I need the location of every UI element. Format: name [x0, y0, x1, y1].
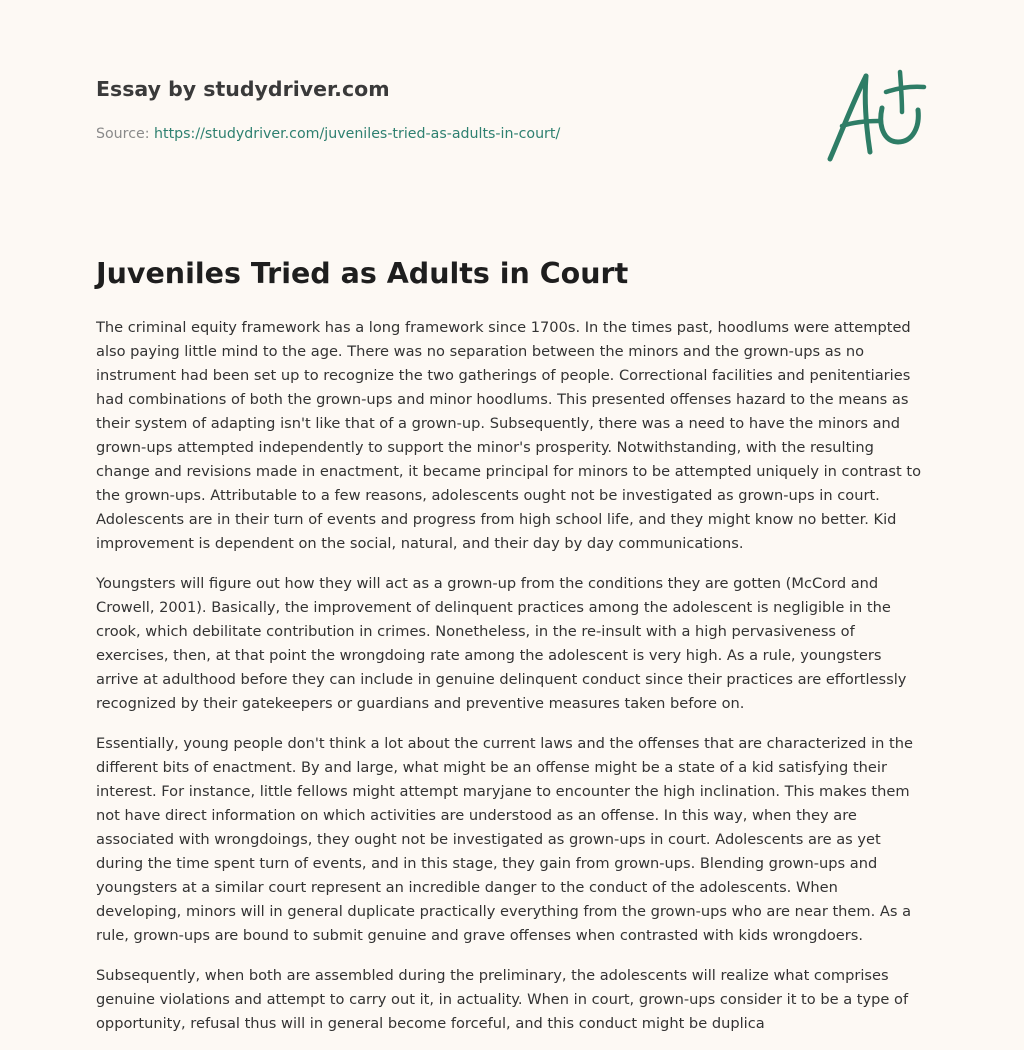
essay-title: Juveniles Tried as Adults in Court: [96, 257, 629, 290]
essay-paragraph: The criminal equity framework has a long framework since 1700s. In the times past, hoodlums were attempted also paying little mind to the age. There was no separation between the minors and the grown-ups as no instrument had been set up to recognize the two gatherings of people. Correctional facilities and penitentiaries had combinations of both the grown-ups and minor hoodlums. This presented offenses hazard to the means as their system of adapting isn't like that of a grown-up. Subsequently, there was a need to have the minors and grown-ups attempted independently to support the minor's prosperity. Notwithstanding, with the resulting change and revisions made in enactment, it became principal for minors to be attempted uniquely in contrast to the grown-ups. Attributable to a few reasons, adolescents ought not be investigated as grown-ups in court. Adolescents are in their turn of events and progress from high school life, and they might know no better. Kid improvement is dependent on the social, natural, and their day by day communications.: [96, 319, 922, 552]
essay-body: [96, 316, 926, 1050]
source-line: [96, 124, 796, 144]
header: [96, 74, 796, 144]
brand-title: Essay by studydriver.com: [96, 77, 390, 101]
essay-paragraph: Essentially, young people don't think a lot about the current laws and the offenses that are characterized in the different bits of enactment. By and large, what might be an offense might be a state of a kid satisfying their interest. For instance, little fellows might attempt maryjane to encounter the high inclination. This makes them not have direct information on which activities are understood as an offense. In this way, when they are associated with wrongdoings, they ought not be investigated as grown-ups in court. Adolescents are as yet during the time spent turn of events, and in this stage, they gain from grown-ups. Blending grown-ups and youngsters at a similar court represent an incredible danger to the conduct of the adolescents. When developing, minors will in general duplicate practically everything from the grown-ups who are near them. As a rule, grown-ups are bound to submit genuine and grave offenses when contrasted with kids wrongdoers.: [96, 735, 913, 944]
source-link[interactable]: https://studydriver.com/juveniles-tried-as-adults-in-court/: [154, 126, 561, 142]
a-plus-logo-icon: [822, 66, 930, 166]
essay-paragraph: Subsequently, when both are assembled during the preliminary, the adolescents will realize what comprises genuine violations and attempt to carry out it, in actuality. When in court, grown-ups consider it to be a type of opportunity, refusal thus will in general become forceful, and this conduct might be duplica: [96, 967, 909, 1032]
essay-paragraph: Youngsters will figure out how they will act as a grown-up from the conditions they are gotten (McCord and Crowell, 2001). Basically, the improvement of delinquent practices among the adolescent is negligible in the crook, which debilitate contribution in crimes. Nonetheless, in the re-insult with a high pervasiveness of exercises, then, at that point the wrongdoing rate among the adolescent is very high. As a rule, youngsters arrive at adulthood before they can include in genuine delinquent conduct since their practices are effortlessly recognized by their gatekeepers or guardians and preventive measures taken before on.: [96, 575, 907, 712]
source-label: Source:: [96, 126, 155, 142]
